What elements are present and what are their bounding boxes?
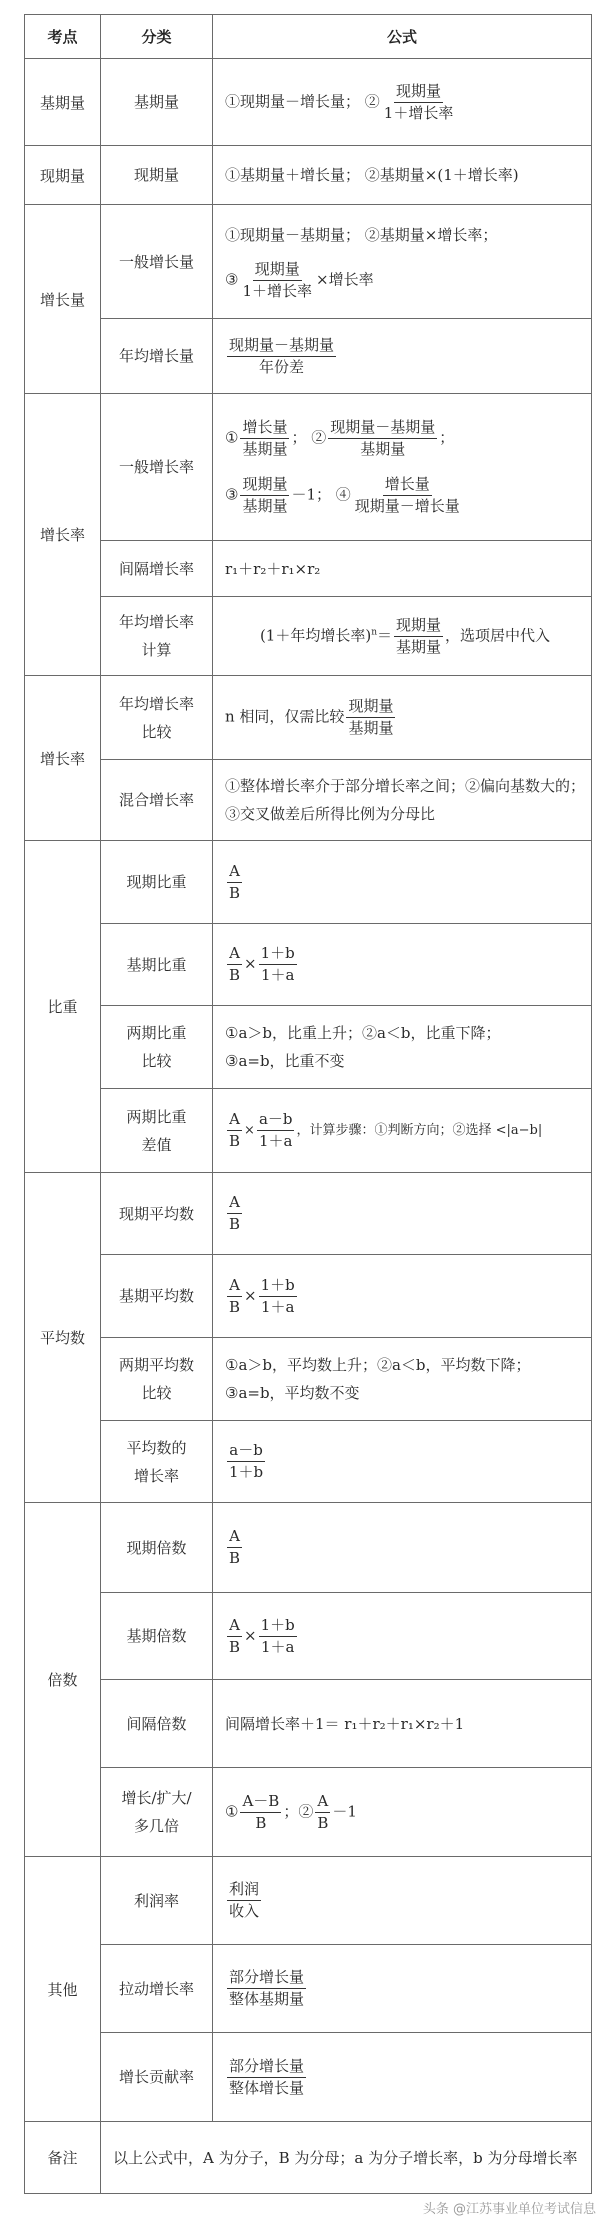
exponent: n	[371, 627, 377, 637]
formula-text: ×	[244, 954, 257, 973]
table-row	[25, 394, 592, 541]
fraction	[227, 335, 336, 378]
group-label: 基期量	[25, 59, 101, 146]
denominator: B	[255, 1813, 267, 1832]
fraction	[259, 1275, 297, 1318]
formula-line	[225, 259, 585, 302]
table-row	[25, 205, 592, 319]
category-line: 两期平均数	[118, 1356, 194, 1374]
fraction	[227, 1526, 242, 1569]
category-line: 两期比重	[126, 1107, 187, 1126]
denominator: B	[229, 966, 241, 984]
table-row	[25, 1503, 592, 1593]
group-label: 现期量	[25, 146, 101, 205]
fraction	[315, 1791, 330, 1834]
numerator: A	[227, 1109, 242, 1131]
category-line: 差值	[141, 1135, 172, 1154]
table-row	[25, 1857, 592, 1945]
numerator: 增长量	[240, 417, 289, 439]
formula-cell	[213, 1945, 592, 2033]
table-row	[25, 319, 592, 394]
denominator: 1＋a	[260, 1637, 295, 1656]
formula-text: ③a=b，比重不变	[225, 1052, 345, 1070]
category-label	[101, 676, 213, 760]
formula-text: ＝	[377, 626, 393, 644]
denominator: 1＋a	[258, 1132, 293, 1150]
formula-cell	[213, 676, 592, 760]
fraction	[257, 1109, 295, 1152]
formula-cell	[213, 1089, 592, 1173]
category-label: 拉动增长率	[101, 1945, 213, 2033]
formula-cell	[213, 319, 592, 394]
category-label	[101, 1421, 213, 1503]
formula-text: ③a=b，平均数不变	[225, 1384, 360, 1402]
category-line: 增长率	[133, 1466, 179, 1485]
fraction	[240, 474, 289, 517]
formula-cell	[213, 1503, 592, 1593]
formula-text: n 相同，仅需比较	[225, 707, 345, 726]
fraction	[227, 861, 242, 904]
group-label: 增长率	[25, 676, 101, 841]
fraction	[227, 1967, 306, 2010]
group-label: 比重	[25, 841, 101, 1173]
group-label: 备注	[25, 2122, 101, 2194]
formula-cell	[213, 841, 592, 924]
numerator: 现期量	[253, 259, 302, 281]
table-row	[25, 2122, 592, 2194]
category-line: 年均增长率	[118, 694, 194, 713]
formula-text: ①现期量－基期量； ②基期量×增长率；	[225, 226, 498, 244]
numerator: A	[227, 861, 242, 883]
numerator: A	[227, 1526, 242, 1548]
numerator: a－b	[257, 1109, 295, 1131]
category-label: 间隔增长率	[101, 541, 213, 597]
formula-cell: ①整体增长率介于部分增长率之间；②偏向基数大的；③交叉做差后所得比例为分母比	[213, 760, 592, 841]
formula-cell	[213, 205, 592, 319]
numerator: 部分增长量	[227, 2056, 306, 2078]
category-label: 增长贡献率	[101, 2033, 213, 2122]
denominator: 基期量	[348, 719, 394, 737]
denominator: 年份差	[259, 357, 305, 376]
formula-cell	[213, 1593, 592, 1680]
denominator: 1＋b	[229, 1463, 264, 1481]
category-label: 基期量	[101, 59, 213, 146]
formula-cell	[213, 394, 592, 541]
category-label: 一般增长量	[101, 205, 213, 319]
fraction	[227, 2056, 306, 2099]
category-label	[101, 1089, 213, 1173]
table-row	[25, 1089, 592, 1173]
denominator: 1＋a	[260, 966, 295, 984]
category-label: 现期倍数	[101, 1503, 213, 1593]
denominator: 1＋增长率	[242, 282, 312, 300]
denominator: B	[229, 883, 241, 902]
category-label: 基期平均数	[101, 1255, 213, 1338]
formula-text: ；	[439, 428, 455, 447]
fraction	[240, 1791, 281, 1834]
fraction	[328, 417, 437, 460]
category-line: 年均增长率	[118, 613, 194, 631]
formula-line	[225, 417, 585, 460]
category-label: 现期量	[101, 146, 213, 205]
denominator: B	[229, 1132, 241, 1150]
formula-cell	[213, 1338, 592, 1421]
table-row	[25, 59, 592, 146]
formula-cell: r₁＋r₂＋r₁×r₂	[213, 541, 592, 597]
category-line: 比较	[141, 1052, 172, 1070]
formula-text: ，计算步骤：①判断方向；②选择 <|a−b|	[296, 1123, 543, 1138]
denominator: 收入	[229, 1902, 260, 1920]
denominator: 1＋a	[260, 1297, 295, 1316]
note-cell: 以上公式中，A 为分子，B 为分母；a 为分子增长率，b 为分母增长率	[101, 2122, 592, 2194]
formula-text: ；②	[283, 1802, 314, 1820]
category-line: 多几倍	[133, 1817, 179, 1835]
category-label: 混合增长率	[101, 760, 213, 841]
formula-cell	[213, 59, 592, 146]
denominator: 基期量	[360, 440, 406, 458]
numerator: 1＋b	[259, 1275, 297, 1297]
formula-table	[24, 14, 592, 2194]
table-row	[25, 676, 592, 760]
denominator: 整体基期量	[229, 1990, 305, 2008]
numerator: A	[315, 1791, 330, 1813]
table-row	[25, 1006, 592, 1089]
numerator: 1＋b	[259, 1615, 297, 1637]
formula-cell	[213, 1173, 592, 1255]
table-row	[25, 1593, 592, 1680]
category-line: 比较	[141, 722, 172, 741]
table-row	[25, 924, 592, 1006]
table-row	[25, 146, 592, 205]
formula-text: ①	[225, 1802, 239, 1820]
formula-cell	[213, 2033, 592, 2122]
fraction	[227, 1615, 242, 1658]
numerator: A	[227, 1192, 242, 1214]
fraction	[240, 417, 289, 460]
denominator: B	[317, 1813, 329, 1832]
numerator: 现期量	[346, 696, 395, 718]
group-label: 平均数	[25, 1173, 101, 1503]
fraction	[227, 1275, 242, 1318]
fraction	[227, 1440, 265, 1483]
denominator: B	[229, 1215, 241, 1233]
formula-text: ，选项居中代入	[445, 626, 551, 644]
denominator: 现期量－增长量	[354, 497, 460, 515]
header-row	[25, 15, 592, 59]
numerator: 现期量－基期量	[328, 417, 437, 439]
watermark: 头条 @江苏事业单位考试信息	[422, 2202, 596, 2217]
table-row	[25, 1173, 592, 1255]
formula-cell	[213, 924, 592, 1006]
formula-cell: ①基期量＋增长量； ②基期量×(1＋增长率)	[213, 146, 592, 205]
formula-text: －1	[332, 1802, 357, 1820]
formula-text: ×	[244, 1626, 257, 1644]
numerator: a－b	[227, 1440, 265, 1462]
numerator: 增长量	[383, 474, 432, 496]
category-label	[101, 597, 213, 676]
formula-text: (1＋年均增长率)	[259, 626, 372, 644]
numerator: 部分增长量	[227, 1967, 306, 1989]
formula-text: ①a＞b，平均数上升；②a＜b，平均数下降；	[225, 1356, 531, 1374]
fraction	[353, 474, 462, 517]
formula-cell	[213, 1255, 592, 1338]
group-label: 倍数	[25, 1503, 101, 1857]
table-row	[25, 1338, 592, 1421]
category-label: 一般增长率	[101, 394, 213, 541]
denominator: B	[229, 1637, 241, 1656]
numerator: A	[227, 1275, 242, 1297]
category-label: 年均增长量	[101, 319, 213, 394]
denominator: 基期量	[396, 637, 442, 656]
formula-text: －1； ④	[291, 485, 351, 504]
group-label: 增长率	[25, 394, 101, 676]
table-row	[25, 841, 592, 924]
table-row	[25, 597, 592, 676]
numerator: 现期量	[394, 81, 443, 103]
numerator: A	[227, 1615, 242, 1637]
fraction	[346, 696, 395, 739]
category-line: 平均数的	[126, 1438, 187, 1457]
fraction	[227, 1192, 242, 1235]
formula-cell	[213, 1857, 592, 1945]
category-label: 现期比重	[101, 841, 213, 924]
formula-cell: 间隔增长率＋1＝ r₁＋r₂＋r₁×r₂＋1	[213, 1680, 592, 1768]
fraction	[394, 615, 443, 658]
header-formula: 公式	[213, 15, 592, 59]
category-line: 增长/扩大/	[121, 1789, 192, 1807]
formula-line	[225, 474, 585, 517]
fraction	[240, 259, 314, 302]
category-label: 现期平均数	[101, 1173, 213, 1255]
denominator: 基期量	[242, 440, 288, 458]
category-label	[101, 1768, 213, 1857]
category-label: 利润率	[101, 1857, 213, 1945]
denominator: B	[229, 1549, 241, 1567]
denominator: 整体增长量	[229, 2078, 305, 2097]
fraction	[259, 943, 297, 986]
formula-text: ； ②	[291, 428, 327, 447]
table-row	[25, 1768, 592, 1857]
table-row	[25, 1255, 592, 1338]
formula-text: ①	[225, 428, 239, 447]
category-label: 基期比重	[101, 924, 213, 1006]
table-row	[25, 760, 592, 841]
numerator: A－B	[240, 1791, 281, 1813]
formula-cell	[213, 597, 592, 676]
numerator: 1＋b	[259, 943, 297, 965]
category-label: 间隔倍数	[101, 1680, 213, 1768]
formula-text: ③	[225, 270, 239, 289]
formula-text: ①现期量－增长量； ②	[225, 92, 380, 110]
table-row	[25, 1945, 592, 2033]
numerator: 现期量	[394, 615, 443, 637]
formula-cell	[213, 1006, 592, 1089]
formula-cell	[213, 1421, 592, 1503]
category-line: 比较	[141, 1384, 172, 1402]
table-row	[25, 1680, 592, 1768]
fraction	[227, 1879, 261, 1922]
formula-text: ×	[244, 1286, 257, 1304]
formula-text: ①a＞b，比重上升；②a＜b，比重下降；	[225, 1024, 501, 1042]
numerator: A	[227, 943, 242, 965]
table-row	[25, 1421, 592, 1503]
numerator: 现期量－基期量	[227, 335, 336, 357]
group-label: 其他	[25, 1857, 101, 2122]
category-line: 计算	[141, 641, 172, 659]
fraction	[227, 943, 242, 986]
formula-text: ×	[244, 1123, 255, 1138]
formula-text: ③	[225, 485, 239, 504]
denominator: B	[229, 1297, 241, 1316]
fraction	[259, 1615, 297, 1658]
group-label: 增长量	[25, 205, 101, 394]
table-row	[25, 541, 592, 597]
category-label	[101, 1338, 213, 1421]
numerator: 现期量	[240, 474, 289, 496]
formula-text: ×增长率	[316, 270, 374, 289]
category-label: 基期倍数	[101, 1593, 213, 1680]
category-label	[101, 1006, 213, 1089]
fraction	[227, 1109, 242, 1152]
header-topic: 考点	[25, 15, 101, 59]
formula-cell	[213, 1768, 592, 1857]
table-row	[25, 2033, 592, 2122]
header-category: 分类	[101, 15, 213, 59]
numerator: 利润	[227, 1879, 261, 1901]
fraction	[382, 81, 456, 124]
category-line: 两期比重	[126, 1024, 187, 1042]
denominator: 基期量	[242, 497, 288, 515]
denominator: 1＋增长率	[383, 103, 454, 122]
